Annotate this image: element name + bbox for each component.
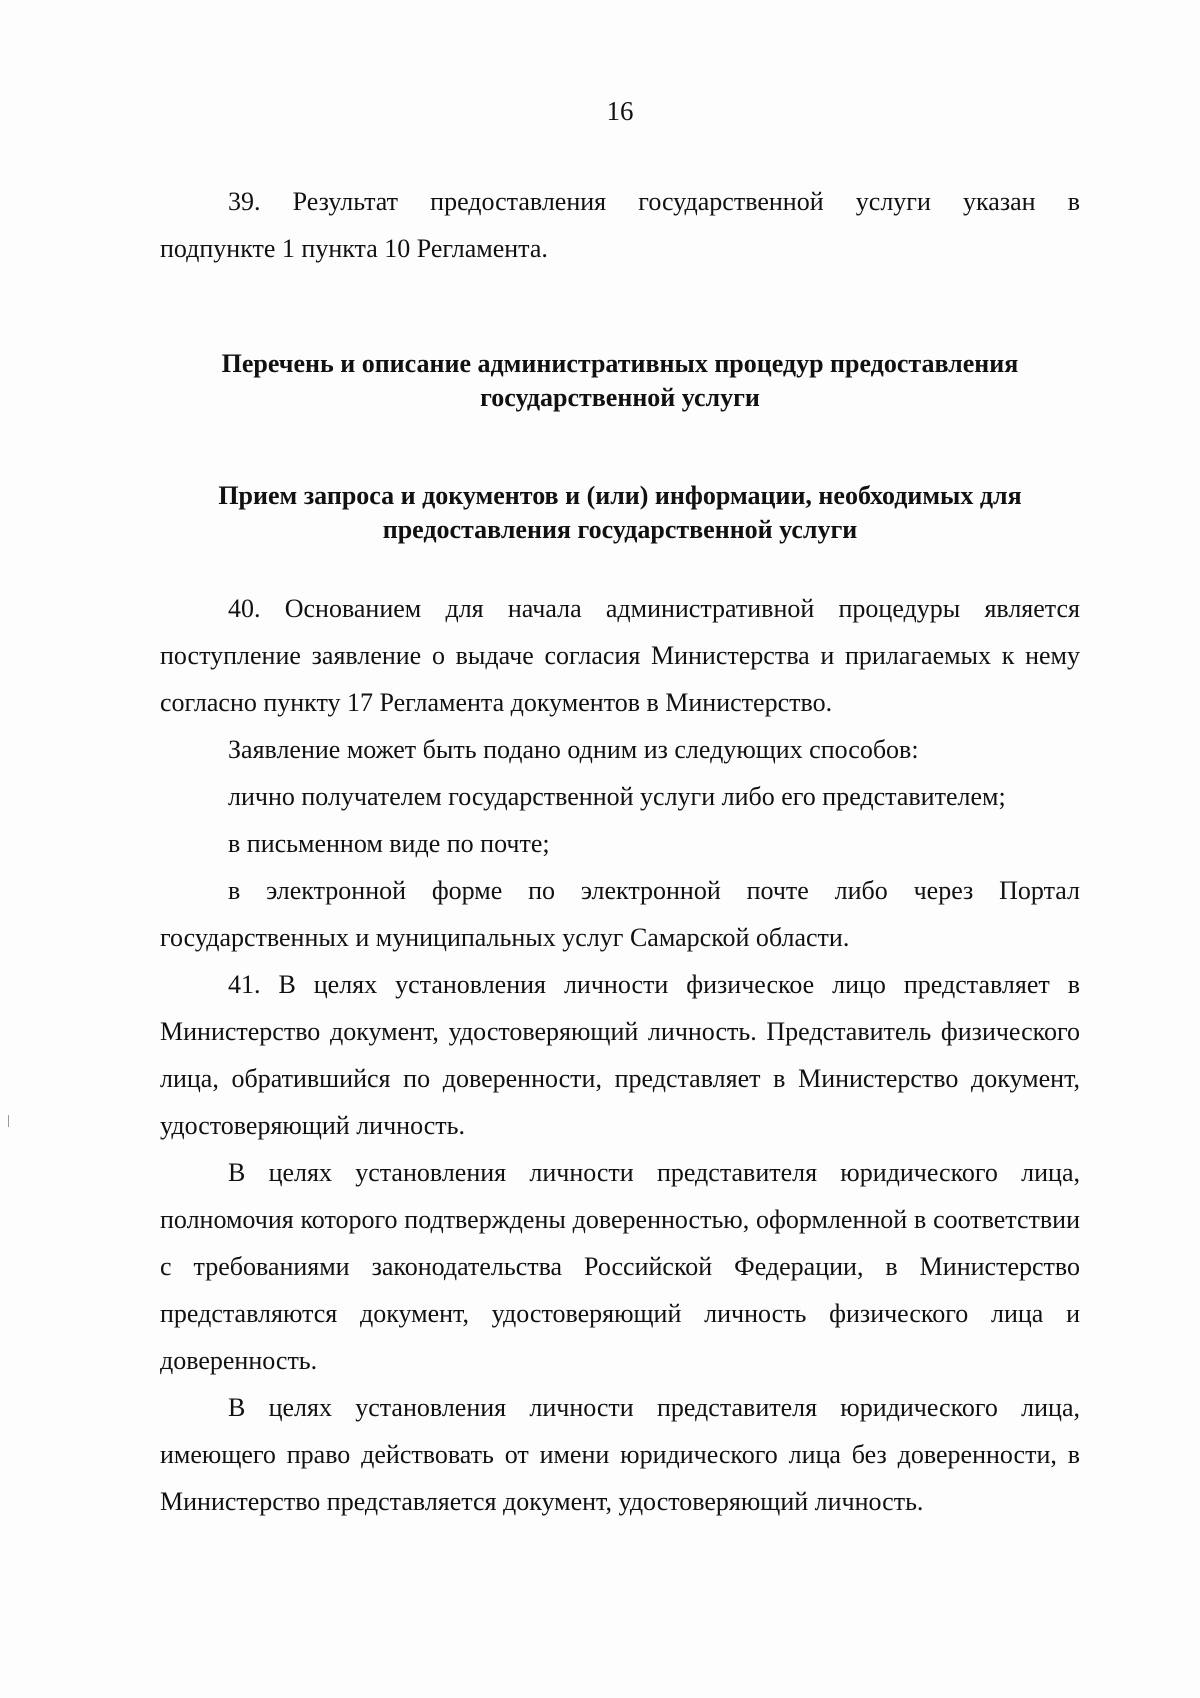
paragraph-40: 40. Основанием для начала административной процедуры является поступление заявление о выдаче согласия Министерства и прилагаемых к нему согласно пункту 17 Регламента документов в Министерство. (160, 594, 1080, 717)
paragraph-39-line-2: подпункте 1 пункта 10 Регламента. (160, 234, 548, 263)
subsection-heading-line-2: предоставления государственной услуги (382, 515, 858, 544)
section-heading-line-2: государственной услуги (480, 383, 760, 412)
section-heading (160, 347, 1080, 415)
paragraph-40-way-3: в электронной форме по электронной почте либо через Портал государственных и муниципальных услуг Самарской области. (160, 876, 1080, 952)
paragraph-39 (160, 178, 1080, 272)
subsection-heading-line-1: Прием запроса и документов и (или) информации, необходимых для (218, 481, 1022, 510)
paragraph-40-way-1: лично получателем государственной услуги либо его представителем; (228, 782, 1006, 811)
page-number: 16 (606, 96, 634, 126)
section-heading-line-1: Перечень и описание административных процедур предоставления (221, 349, 1019, 378)
subsection-heading (160, 479, 1080, 547)
paragraph-41-legal-entity-proxy: В целях установления личности представителя юридического лица, полномочия которого подтверждены доверенностью, оформленной в соответствии с требованиями законодательства Российской Федерации, в Министерство представляются документ, удостоверяющий личность физического лица и доверенность. (160, 1158, 1080, 1375)
paragraph-41-legal-entity-no-proxy: В целях установления личности представителя юридического лица, имеющего право действовать от имени юридического лица без доверенности, в Министерство представляется документ, удостоверяющий личность. (160, 1393, 1080, 1516)
document-body (160, 178, 1080, 1525)
scan-margin-mark (8, 1115, 9, 1127)
paragraph-39-line-1: 39. Результат предоставления государственной услуги указан в (228, 187, 1080, 216)
paragraph-41: 41. В целях установления личности физическое лицо представляет в Министерство документ, удостоверяющий личность. Представитель физического лица, обратившийся по доверенности, представляет в Министерство документ, удостоверяющий личность. (160, 970, 1080, 1140)
paragraph-40-way-2: в письменном виде по почте; (228, 829, 550, 858)
paragraph-40-ways-intro: Заявление может быть подано одним из следующих способов: (228, 735, 919, 764)
